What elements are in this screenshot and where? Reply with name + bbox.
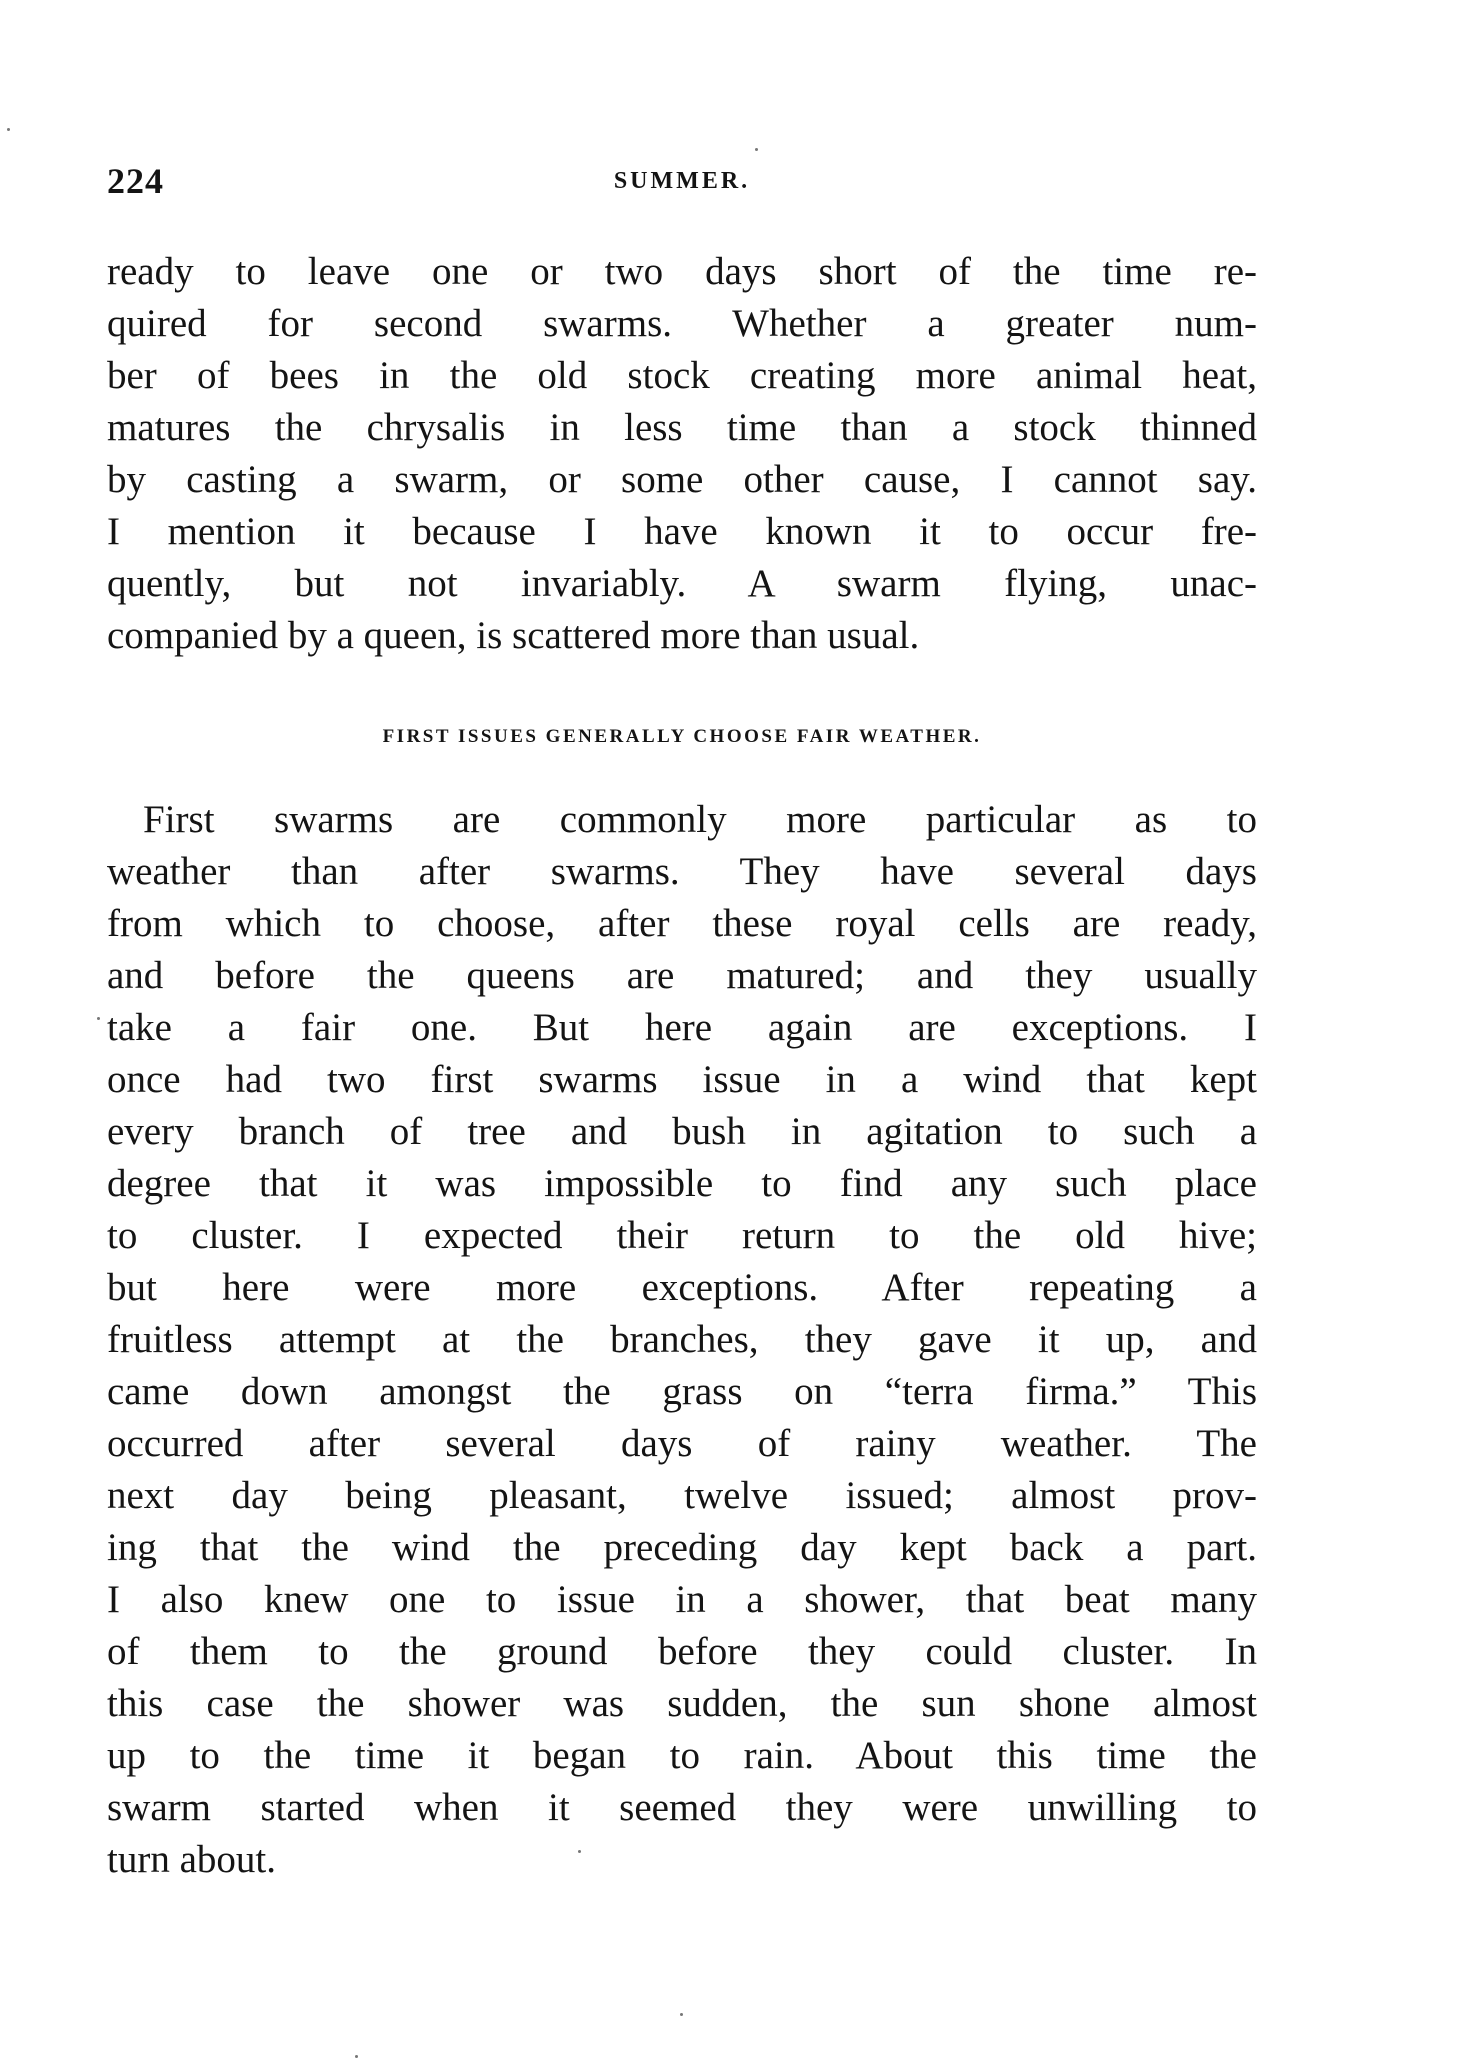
text-line: from which to choose, after these royal cells are ready, <box>107 902 1257 945</box>
text-line: I also knew one to issue in a shower, that beat many <box>107 1578 1257 1621</box>
text-line: quired for second swarms. Whether a greater num- <box>107 302 1257 345</box>
text-line: every branch of tree and bush in agitation to such a <box>107 1110 1257 1153</box>
text-line: to cluster. I expected their return to the old hive; <box>107 1214 1257 1257</box>
running-head <box>107 160 1257 210</box>
paragraph-1 <box>107 246 1257 662</box>
scan-speck <box>97 1017 100 1020</box>
text-line: came down amongst the grass on “terra firma.” This <box>107 1370 1257 1413</box>
text-line: take a fair one. But here again are exceptions. I <box>107 1006 1257 1049</box>
running-title: SUMMER. <box>613 168 751 194</box>
text-line: once had two first swarms issue in a wind that kept <box>107 1058 1257 1101</box>
text-line: up to the time it began to rain. About this time the <box>107 1734 1257 1777</box>
text-line: matures the chrysalis in less time than a stock thinned <box>107 406 1257 449</box>
text-line: turn about. <box>107 1838 276 1881</box>
text-line: this case the shower was sudden, the sun shone almost <box>107 1682 1257 1725</box>
text-line: by casting a swarm, or some other cause, I cannot say. <box>107 458 1257 501</box>
text-line: fruitless attempt at the branches, they gave it up, and <box>107 1318 1257 1361</box>
text-line: and before the queens are matured; and they usually <box>107 954 1257 997</box>
text-line: I mention it because I have known it to occur fre- <box>107 510 1257 553</box>
text-line: companied by a queen, is scattered more than usual. <box>107 614 920 657</box>
text-line: quently, but not invariably. A swarm flying, unac- <box>107 562 1257 605</box>
page-number: 224 <box>107 161 164 201</box>
text-line: ber of bees in the old stock creating more animal heat, <box>107 354 1257 397</box>
scan-speck <box>355 2055 358 2058</box>
text-line: next day being pleasant, twelve issued; almost prov- <box>107 1474 1257 1517</box>
scan-speck <box>7 128 10 131</box>
text-line: but here were more exceptions. After repeating a <box>107 1266 1257 1309</box>
scan-speck <box>578 1850 581 1853</box>
text-line: First swarms are commonly more particular as to <box>143 798 1257 841</box>
text-line: degree that it was impossible to find any such place <box>107 1162 1257 1205</box>
paragraph-2 <box>107 794 1257 1886</box>
text-line: ing that the wind the preceding day kept back a part. <box>107 1526 1257 1569</box>
text-line: of them to the ground before they could cluster. In <box>107 1630 1257 1673</box>
scan-speck <box>680 2013 683 2016</box>
scan-speck <box>755 148 758 151</box>
section-heading: FIRST ISSUES GENERALLY CHOOSE FAIR WEATHER. <box>382 726 982 747</box>
text-line: occurred after several days of rainy weather. The <box>107 1422 1257 1465</box>
text-line: swarm started when it seemed they were unwilling to <box>107 1786 1257 1829</box>
text-line: weather than after swarms. They have several days <box>107 850 1257 893</box>
text-line: ready to leave one or two days short of the time re- <box>107 250 1257 293</box>
